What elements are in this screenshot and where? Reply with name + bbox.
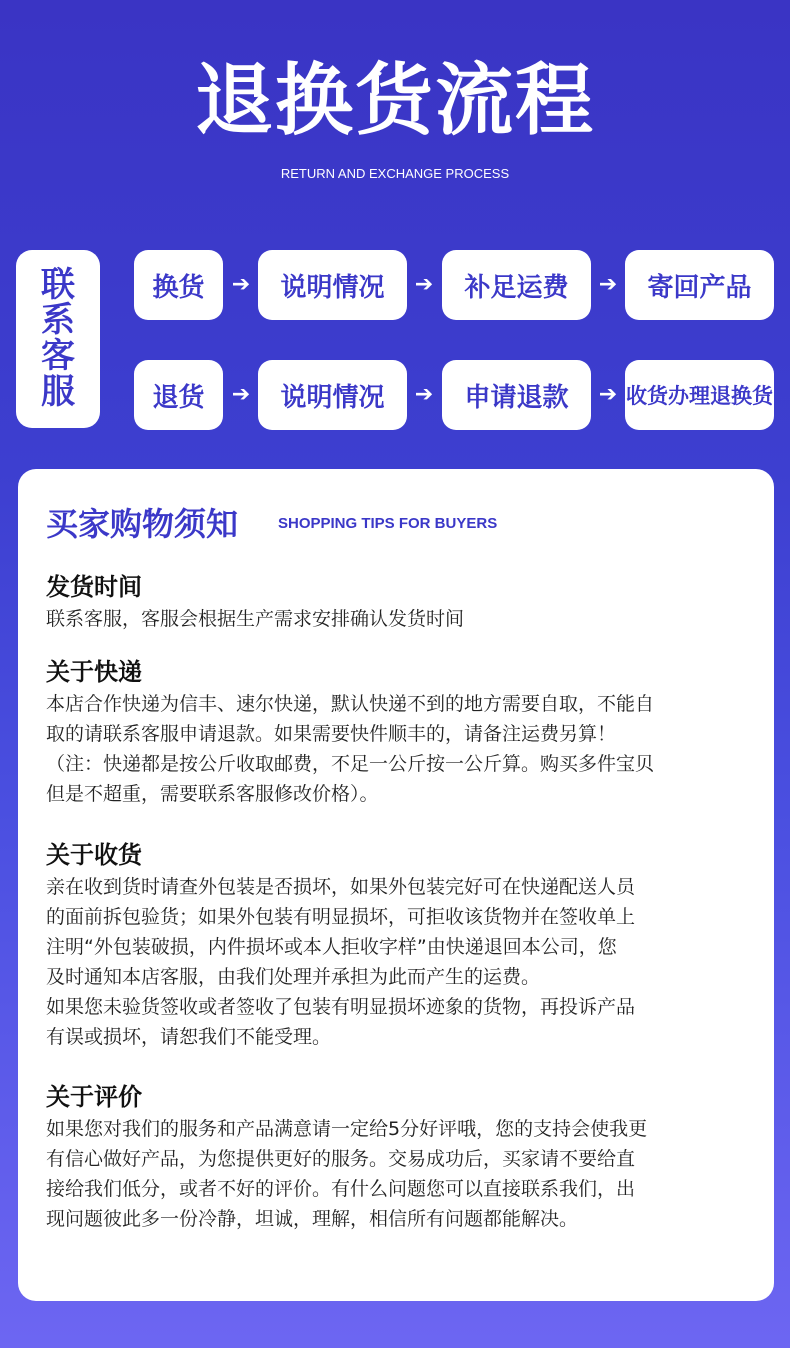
step-return: 退货: [134, 360, 223, 430]
page-title: 退换货流程: [194, 56, 595, 146]
step-explain: 说明情况: [258, 360, 407, 430]
text-line: 取的请联系客服申请退款。如果需要快件顺丰的，请备注运费另算！: [46, 723, 617, 745]
notice-title: 买家购物须知: [46, 505, 239, 543]
arrow-right-icon: ➔: [231, 272, 251, 297]
text-line: （注：快递都是按公斤收取邮费，不足一公斤按一公斤算。购买多件宝贝: [46, 753, 655, 775]
text-line: 注明“外包装破损，内件损坏或本人拒收字样”由快递退回本公司，您: [46, 936, 617, 958]
shopping-notice-card: [18, 469, 774, 1301]
arrow-right-icon: ➔: [598, 272, 618, 297]
text-line: 本店合作快递为信丰、速尔快递，默认快递不到的地方需要自取，不能自: [46, 693, 655, 715]
arrow-right-icon: ➔: [414, 272, 434, 297]
step-exchange: 换货: [134, 250, 223, 320]
contact-char: 系: [41, 300, 75, 341]
text-line: 如果您对我们的服务和产品满意请一定给5分好评哦，您的支持会使我更: [46, 1118, 648, 1140]
section-heading-review: 关于评价: [46, 1083, 142, 1111]
section-heading-courier: 关于快递: [46, 658, 142, 686]
section-heading-shipping-time: 发货时间: [46, 573, 142, 601]
contact-char: 客: [41, 336, 75, 376]
text-line: 有信心做好产品，为您提供更好的服务。交易成功后，买家请不要给直: [46, 1148, 636, 1170]
text-line: 但是不超重，需要联系客服修改价格）。: [46, 783, 379, 805]
section-heading-receiving: 关于收货: [46, 841, 142, 869]
text-line: 亲在收到货时请查外包装是否损坏，如果外包装完好可在快递配送人员: [46, 876, 636, 898]
notice-title-en: SHOPPING TIPS FOR BUYERS: [278, 515, 498, 532]
text-line: 现问题彼此多一份冷静，坦诚，理解，相信所有问题都能解决。: [46, 1208, 579, 1230]
arrow-right-icon: ➔: [598, 382, 618, 407]
section-body-receiving: [46, 872, 758, 1052]
text-line: 如果您未验货签收或者签收了包装有明显损坏迹象的货物，再投诉产品: [46, 996, 636, 1018]
contact-service-box[interactable]: [16, 250, 100, 428]
page-subtitle: RETURN AND EXCHANGE PROCESS: [280, 166, 510, 181]
section-body-courier: [46, 689, 758, 809]
contact-char: 联: [41, 264, 75, 305]
step-explain: 说明情况: [258, 250, 407, 320]
arrow-right-icon: ➔: [231, 382, 251, 407]
text-line: 联系客服，客服会根据生产需求安排确认发货时间: [46, 608, 465, 630]
step-process-return: 收货办理退换货: [625, 360, 774, 430]
text-line: 的面前拆包验货；如果外包装有明显损坏，可拒收该货物并在签收单上: [46, 906, 636, 928]
contact-char: 服: [41, 371, 75, 412]
text-line: 有误或损坏，请恕我们不能受理。: [46, 1026, 332, 1048]
step-pay-shipping: 补足运费: [442, 250, 591, 320]
section-body-shipping-time: [46, 604, 758, 634]
step-apply-refund: 申请退款: [442, 360, 591, 430]
text-line: 接给我们低分，或者不好的评价。有什么问题您可以直接联系我们，出: [46, 1178, 636, 1200]
step-send-back: 寄回产品: [625, 250, 774, 320]
arrow-right-icon: ➔: [414, 382, 434, 407]
text-line: 及时通知本店客服，由我们处理并承担为此而产生的运费。: [46, 966, 541, 988]
section-body-review: [46, 1114, 758, 1234]
